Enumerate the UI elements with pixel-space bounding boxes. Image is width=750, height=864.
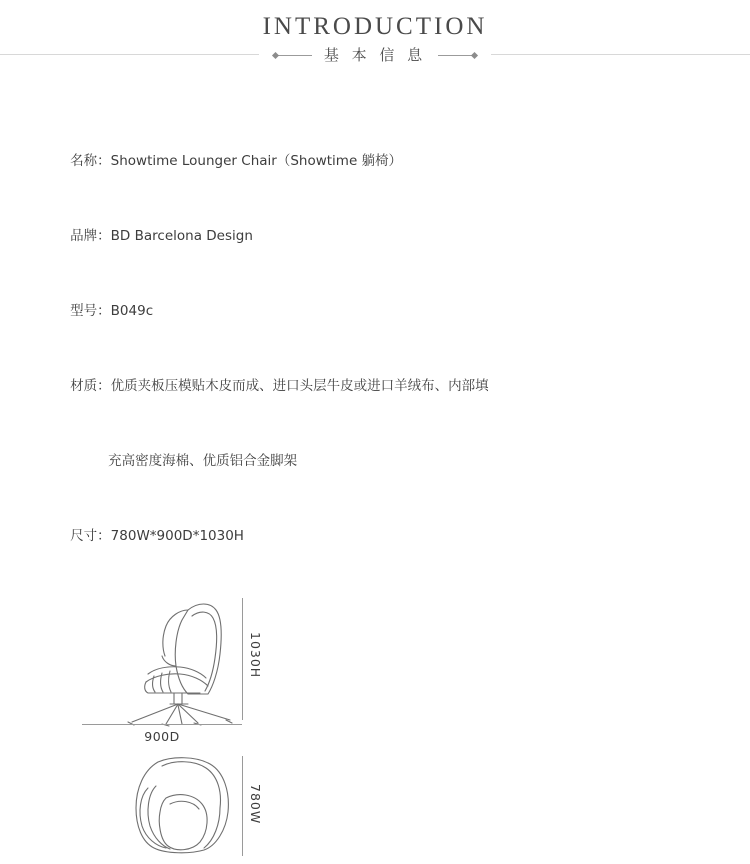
side-view-depth-caption: [82, 728, 242, 746]
spec-list: [53, 124, 750, 574]
side-view-height-label: 1030H: [248, 632, 263, 679]
spec-label-material: 材质：: [70, 378, 111, 394]
spec-row-brand: [53, 199, 750, 274]
spec-label-size: 尺寸：: [70, 528, 111, 544]
spec-label-brand: 品牌：: [70, 228, 111, 244]
side-view-figure: [62, 596, 750, 746]
spec-value-model: B049c: [110, 303, 154, 319]
spec-value-name: Showtime Lounger Chair（Showtime 躺椅）: [110, 153, 403, 169]
spec-row-model: [53, 274, 750, 349]
spec-value-material-cont: 充高密度海棉、优质铝合金脚架: [108, 453, 298, 469]
page-header: [0, 0, 750, 66]
top-view-width-label: 780W: [248, 784, 263, 825]
dimension-drawings: [62, 596, 750, 864]
page-subtitle: 基 本 信 息: [323, 46, 427, 64]
diamond-ornament-left-icon: [273, 53, 312, 58]
chair-top-view-icon: [70, 754, 270, 859]
spec-label-model: 型号：: [70, 303, 111, 319]
spec-value-brand: BD Barcelona Design: [110, 228, 253, 244]
chair-side-view-icon: [70, 596, 270, 731]
spec-row-material: [53, 349, 750, 424]
side-view-depth-label: 900D: [144, 729, 180, 744]
top-view-figure: [62, 754, 750, 864]
spec-value-size: 780W*900D*1030H: [110, 528, 244, 544]
subtitle-wrap: [259, 44, 491, 66]
spec-label-name: 名称：: [70, 153, 111, 169]
subtitle-row: [0, 44, 750, 66]
diamond-ornament-right-icon: [438, 53, 477, 58]
side-view-height-line: [242, 598, 243, 720]
page-title: INTRODUCTION: [262, 13, 488, 40]
spec-row-size: [53, 499, 750, 574]
top-view-width-line: [242, 756, 243, 856]
spec-row-name: [53, 124, 750, 199]
spec-value-material: 优质夹板压模贴木皮而成、进口头层牛皮或进口羊绒布、内部填: [110, 378, 489, 394]
spec-row-material-cont: [53, 424, 750, 499]
side-view-depth-line: [82, 724, 242, 725]
